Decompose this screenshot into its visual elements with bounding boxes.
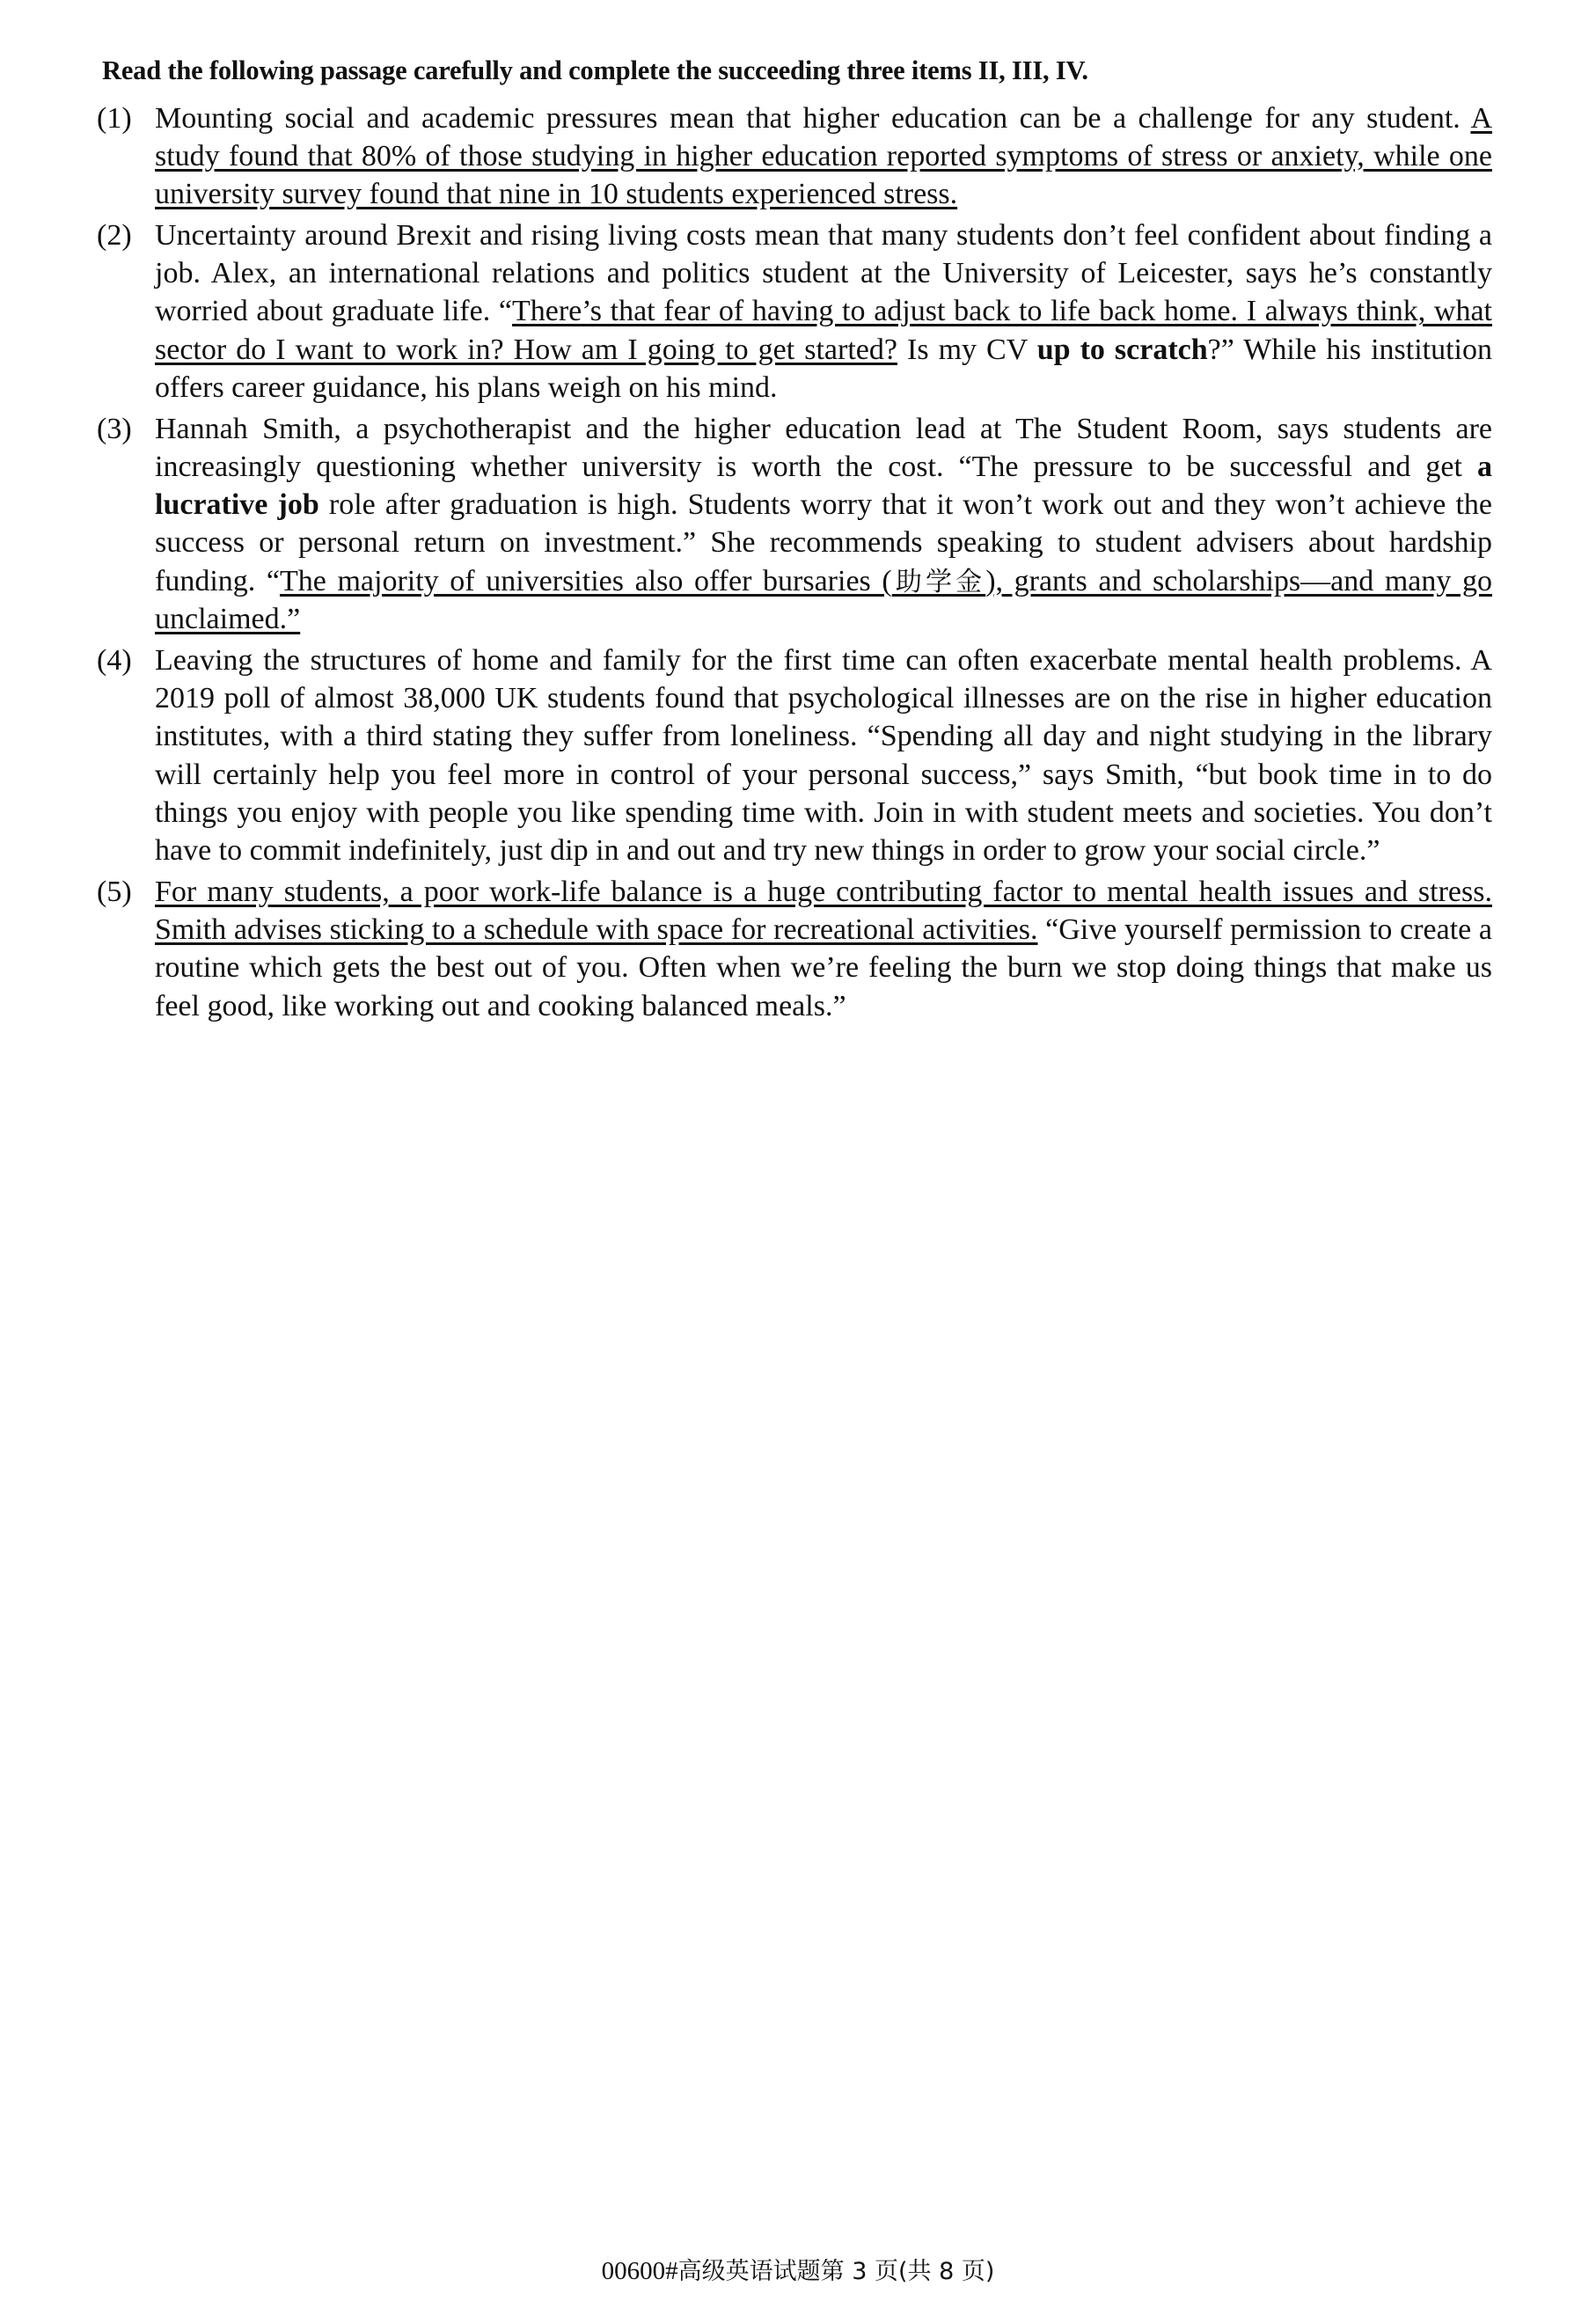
text-run: a lucrative job [155, 451, 1492, 522]
paragraph-text [155, 641, 1492, 869]
text-run: Is my CV [897, 333, 1037, 366]
passage-paragraph [95, 99, 1492, 214]
passage-paragraph [95, 216, 1492, 407]
paragraph-marker: (1) [97, 101, 132, 135]
paragraph-text [155, 99, 1492, 214]
text-run: 助学金 [891, 566, 986, 597]
text-run: Hannah Smith, a psychotherapist and the higher education lead at The Student Room, says students are increasingly questioning whether university is worth the cost. “The pressure to be successful and get [155, 412, 1492, 484]
paragraph-marker: (2) [97, 219, 132, 253]
text-run: ), grants and scholarships—and many go unclaimed.” [155, 564, 1493, 635]
text-run: role after graduation is high. Students worry that it won’t work out and they won’t achieve the success or personal return on investment.” She recommends speaking to student advisers about hardship funding. “ [155, 488, 1492, 597]
passage-paragraph [95, 410, 1492, 638]
passage-paragraph [95, 641, 1492, 869]
text-run: For many students, a poor work-life balance is a huge contributing factor to mental health issues and stress. Smith advises sticking to a schedule with space for recreational activities. [155, 876, 1492, 947]
text-run: Mounting social and academic pressures mean that higher education can be a challenge for any student. [155, 101, 1471, 135]
paragraph-marker: (3) [97, 412, 132, 445]
text-run: A study found that 80% of those studying in higher education reported symptoms of stress or anxiety, while one university survey found that nine in 10 students experienced stress. [155, 101, 1492, 210]
text-run: ?” While his institution offers career guidance, his plans weigh on his mind. [155, 333, 1492, 404]
footer-total-label: (共 8 页) [897, 2258, 995, 2285]
footer-code: 00600# [601, 2257, 678, 2285]
paragraph-marker: (5) [97, 876, 132, 909]
passage-body [95, 99, 1492, 1025]
text-run: There’s that fear of having to adjust back to life back home. I always think, what sector do I want to work in? How am I going to get started? [155, 295, 1492, 366]
text-run: “Give yourself permission to create a routine which gets the best out of you. Often when we’re feeling the burn we stop doing things that make us feel good, like working out and cooking balanced meals.” [155, 913, 1492, 1022]
paragraph-text [155, 410, 1492, 638]
page-heading: Read the following passage carefully and complete the succeeding three items II, III, IV. [102, 55, 1088, 85]
page-footer [0, 2252, 1596, 2286]
paragraph-text [155, 873, 1492, 1025]
footer-page-label: 第 3 页 [820, 2258, 898, 2285]
text-run: The majority of universities also offer bursaries ( [279, 564, 892, 597]
footer-title: 高级英语试题 [677, 2258, 821, 2285]
paragraph-text [155, 216, 1492, 407]
paragraph-marker: (4) [97, 644, 132, 677]
text-run: Uncertainty around Brexit and rising living costs mean that many students don’t feel confident about finding a job. Alex, an international relations and politics student at the University of Leicester, says he’s constantly worried about graduate life. “ [155, 219, 1492, 328]
passage-paragraph [95, 873, 1492, 1025]
text-run: Leaving the structures of home and family for the first time can often exacerbate mental health problems. A 2019 poll of almost 38,000 UK students found that psychological illnesses are on the rise in higher education institutes, with a third stating they suffer from loneliness. “Spending all day and night studying in the library will certainly help you feel more in control of your personal success,” says Smith, “but book time in to do things you enjoy with people you like spending time with. Join in with student meets and societies. You don’t have to commit indefinitely, just dip in and out and try new things in order to grow your social circle.” [155, 644, 1492, 867]
text-run: up to scratch [1036, 333, 1208, 366]
